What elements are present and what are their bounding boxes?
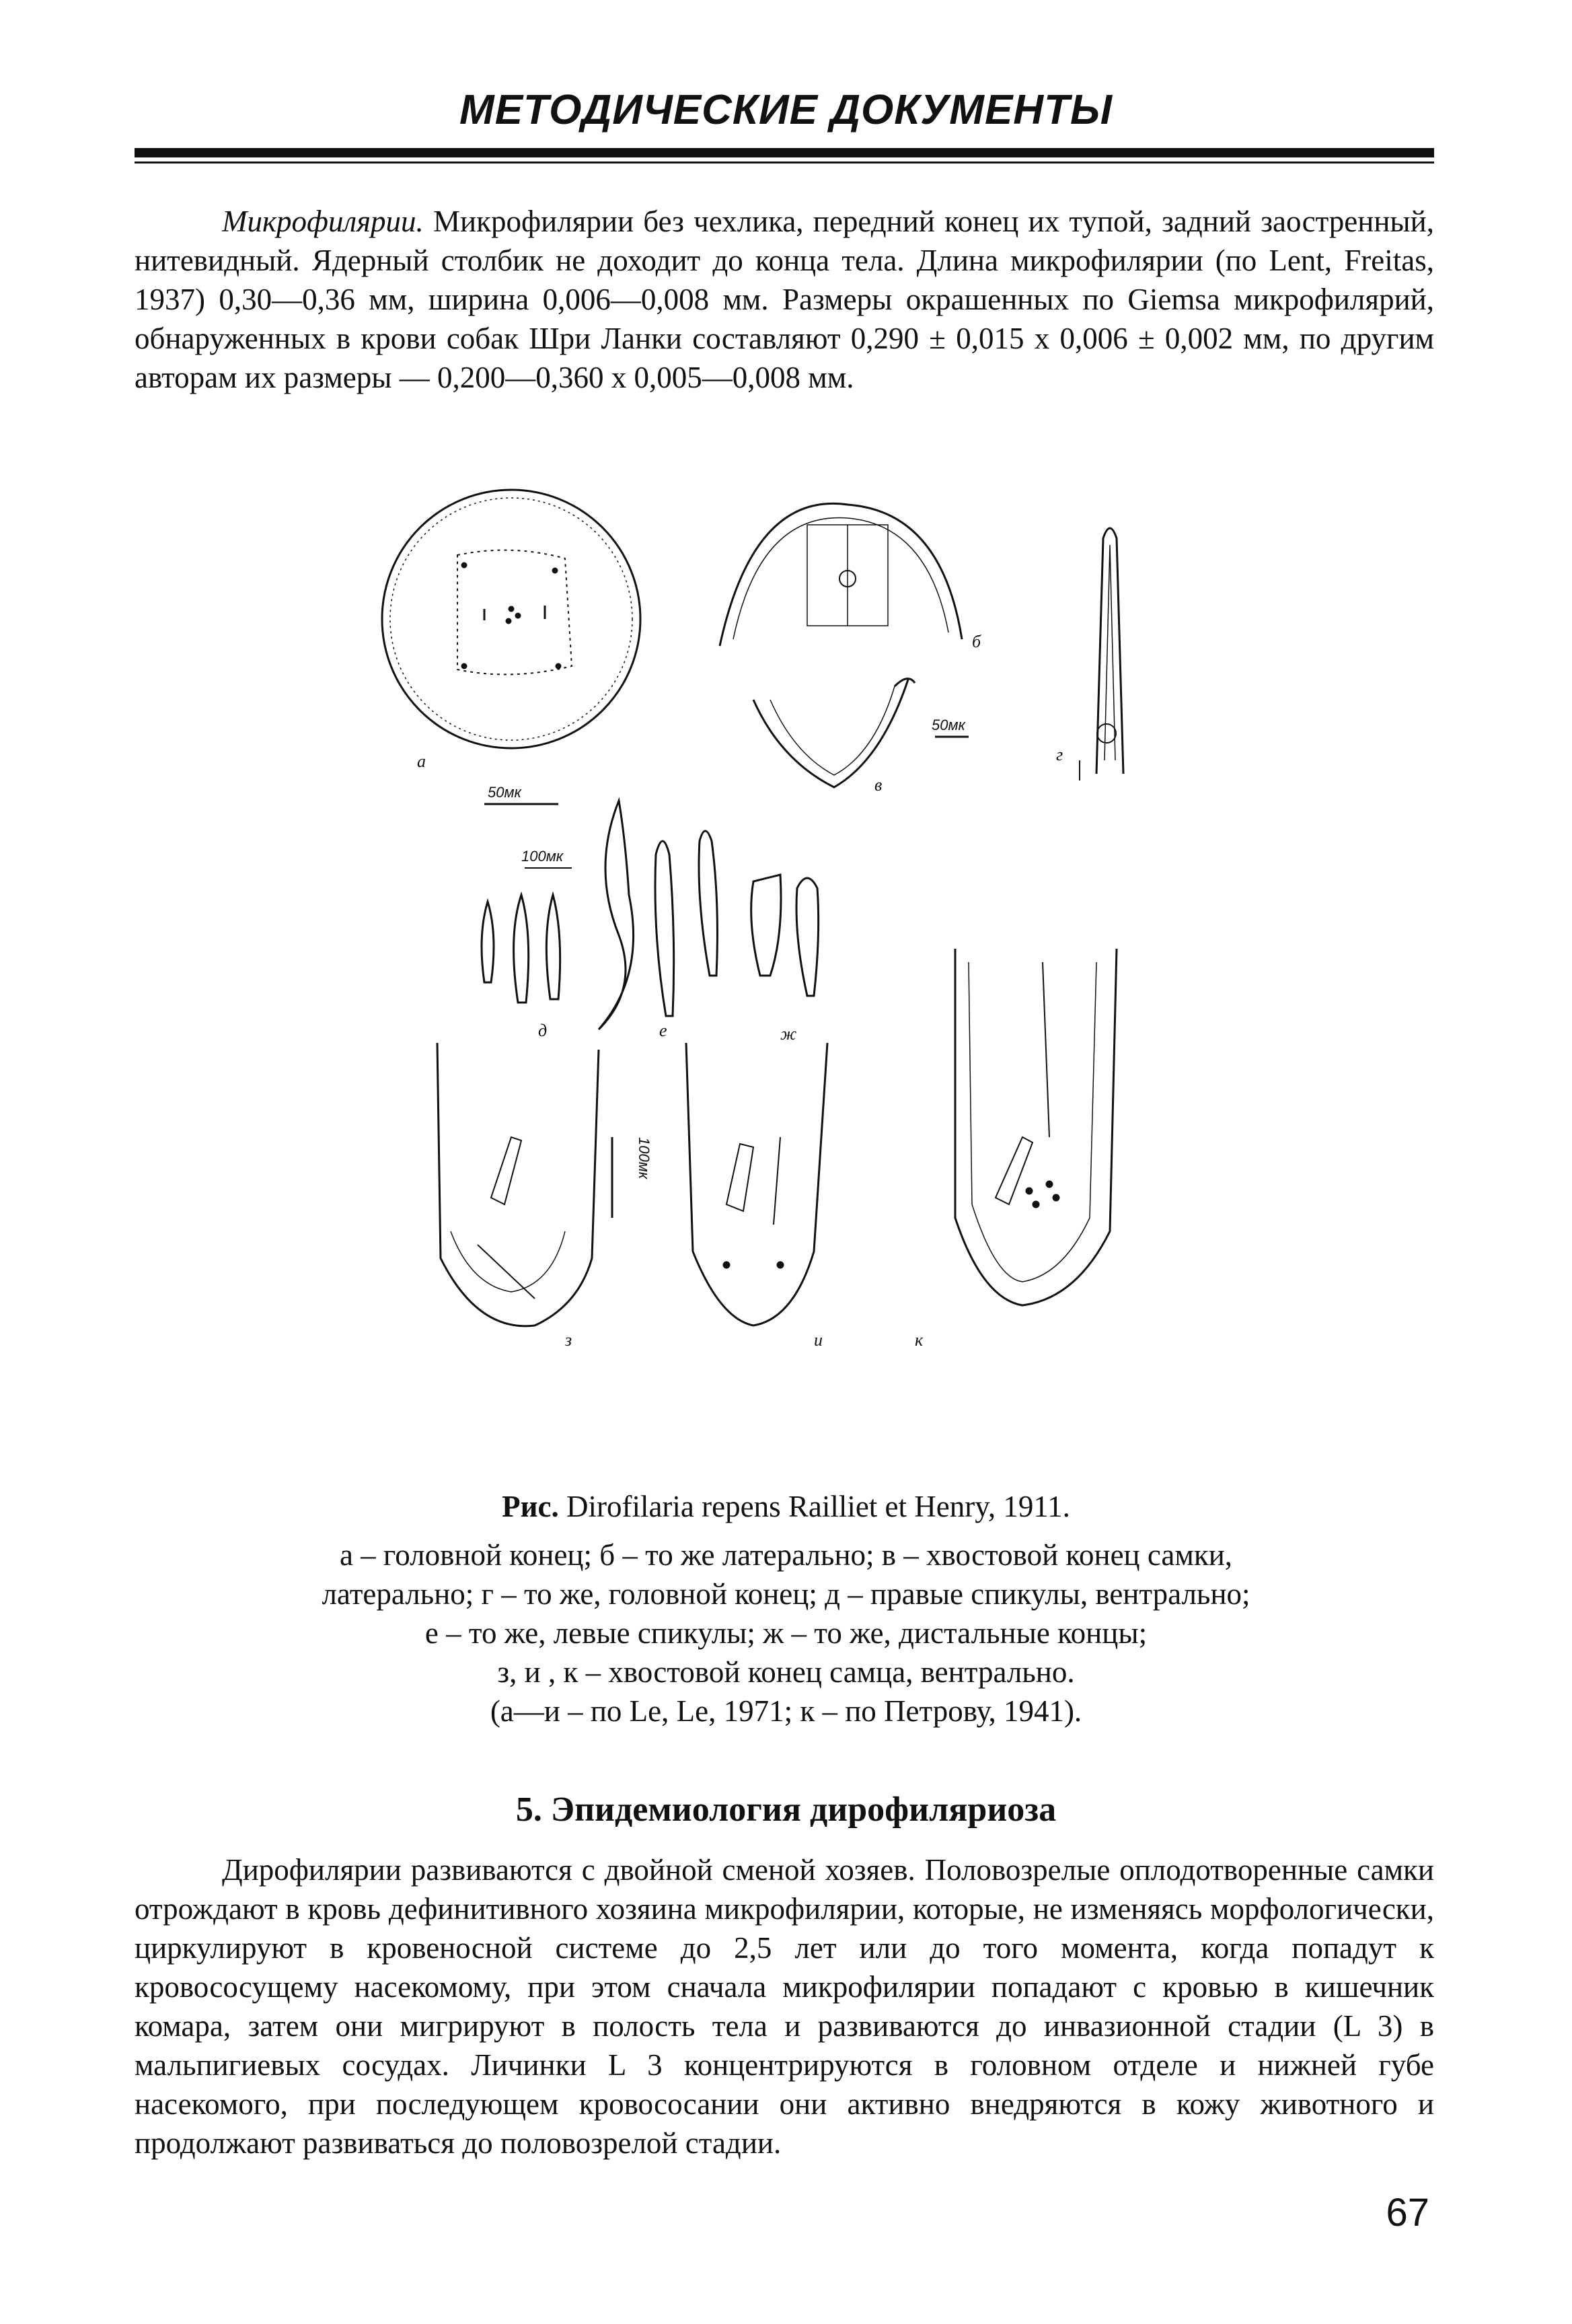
caption-lead: Рис.: [502, 1490, 559, 1523]
caption-line-1: а – головной конец; б – то же латерально; в – хвостовой конец самки,: [339, 1538, 1233, 1572]
page-number: 67: [1386, 2191, 1429, 2235]
intro-lead: Микрофилярии.: [222, 205, 424, 238]
scale-50-b: 50мк: [932, 717, 965, 733]
scale-50-a: 50мк: [488, 784, 521, 801]
figure-caption-title: [202, 1487, 1370, 1526]
fig-d-spicule-2: [514, 895, 529, 1003]
figure-drawings: [377, 464, 1211, 1433]
fig-label-i: и: [814, 1330, 823, 1350]
fig-a-outline: [382, 490, 640, 748]
fig-label-d: д: [538, 1021, 548, 1040]
caption-line-3: е – то же, левые спикулы; ж – то же, дистальные концы;: [424, 1616, 1148, 1650]
fig-label-a: а: [417, 752, 426, 771]
fig-e-spicule-1: [599, 801, 634, 1029]
header-rule-thin: [135, 161, 1434, 164]
header-rule-thick: [135, 148, 1434, 157]
intro-text: Микрофилярии без чехлика, передний конец их тупой, задний заостренный, нитевидный. Ядерный столбик не доходит до конца тела. Длина микрофилярии (по Lent, Freitas, 1937) 0,30—0,36 мм, ширина 0,006—0,008 мм. Размеры окрашенных по Giemsa микрофилярий, обнаруженных в крови собак Шри Ланки составляют 0,290 ± 0,015 x 0,006 ± 0,002 мм, по другим авторам их размеры — 0,200—0,360 x 0,005—0,008 мм.: [135, 205, 1434, 394]
section-title: 5. Эпидемиология дирофиляриоза: [515, 1790, 1057, 1829]
caption-title: Dirofilaria repens Railliet et Henry, 1911.: [558, 1490, 1070, 1523]
fig-d-spicule-1: [482, 902, 494, 982]
caption-line-4: з, и , к – хвостовой конец самца, вентрально.: [497, 1655, 1075, 1689]
fig-a-inner: [390, 498, 632, 740]
fig-v-outline: [753, 680, 908, 787]
fig-label-e: е: [659, 1021, 667, 1040]
fig-zh-end-1: [751, 875, 781, 976]
fig-e-spicule-2: [655, 841, 674, 1016]
fig-zh-end-2: [796, 878, 819, 996]
caption-line-2: латерально; г – то же, головной конец; д – правые спикулы, вентрально;: [322, 1577, 1250, 1611]
fig-d-spicule-3: [546, 895, 560, 999]
figure-svg: [377, 464, 1211, 1433]
fig-i-outline: [686, 1043, 827, 1326]
fig-label-k: к: [915, 1330, 924, 1350]
fig-label-b: б: [972, 632, 981, 651]
caption-line-5: (а—и – по Le, Le, 1971; к – по Петрову, 1941).: [490, 1694, 1082, 1728]
scale-100-b: 100мк: [636, 1137, 652, 1179]
fig-label-zh: ж: [780, 1024, 797, 1044]
running-header: МЕТОДИЧЕСКИЕ ДОКУМЕНТЫ: [459, 87, 1113, 133]
intro-paragraph: [135, 202, 1434, 397]
fig-label-v: в: [874, 775, 883, 795]
body-paragraph: Дирофилярии развиваются с двойной сменой хозяев. Половозрелые оплодотворенные самки отрождают в кровь дефинитивного хозяина микрофилярии, которые, не изменяясь морфологически, циркулируют в кровеносной системе до 2,5 лет или до того момента, когда попадут к кровососущему насекомому, при этом сначала микрофилярии попадают с кровью в кишечник комара, затем они мигрируют в полость тела и развиваются до инвазионной стадии (L 3) в мальпигиевых сосудах. Личинки L 3 концентрируются в головном отделе и нижней губе насекомого, при последующем кровососании они активно внедряются в кожу животного и продолжают развиваться до половозрелой стадии.: [135, 1853, 1434, 2160]
fig-label-z: з: [565, 1330, 572, 1350]
fig-e-spicule-3: [699, 831, 717, 976]
fig-label-g: г: [1056, 745, 1063, 764]
scale-100-a: 100мк: [521, 848, 564, 865]
